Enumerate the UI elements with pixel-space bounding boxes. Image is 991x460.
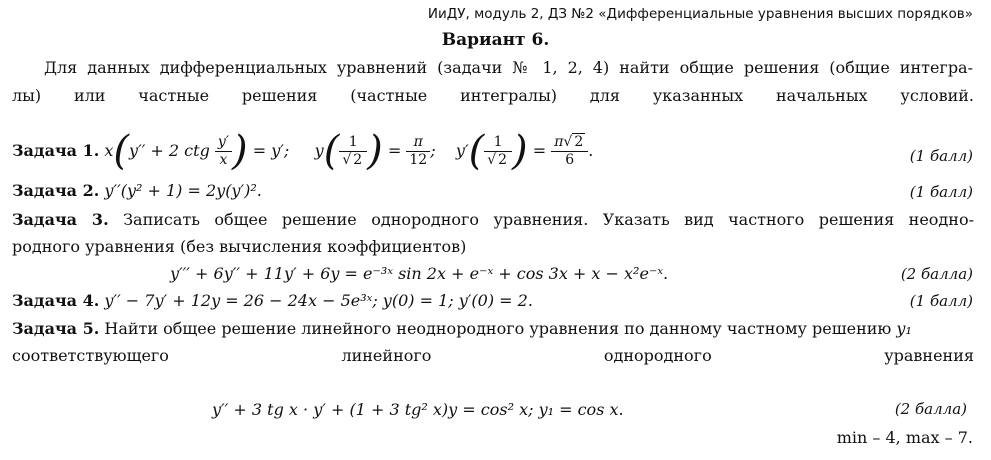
task-5-label: Задача 5. [12,319,100,338]
task-3-equation: y′′′ + 6y′′ + 11y′ + 6y = e⁻³ˣ sin 2x + e⁻ˣ + cos 3x + x − x²e⁻ˣ. [170,264,669,283]
task-3-line-1 [12,210,974,229]
task-4-points: (1 балл) [909,292,973,310]
task-5-equation: y′′ + 3 tg x · y′ + (1 + 3 tg² x)y = cos² x; y₁ = cos x. [212,400,624,419]
variant-title: Вариант 6. [441,30,550,50]
task-5-word: однородного [603,346,712,365]
task-1 [12,128,594,174]
task-2-equation: y′′(y² + 1) = 2y(y′)². [104,181,262,200]
task-3-points: (2 балла) [900,265,973,283]
task-5-line-2 [12,346,974,365]
task-3-text-1: Записать общее решение однородного уравнения. Указать вид частного решения неодно- [123,210,974,229]
task-4-label: Задача 4. [12,291,100,310]
task-5-line-1 [12,319,974,338]
task-1-equation: x(y′′ + 2 ctg $\frac{y'}{x}$ ) = y′; y( $\frac{1}{√ 2}$ ) = $\frac{\pi}{12}$ ; y′( $\frac{1}{√ 2}$ ) = $\frac{\pi√ 2}{6}$ . [104,128,594,174]
task-1-label: Задача 1. [12,141,100,160]
intro-line-1: Для данных дифференциальных уравнений (задачи № 1, 2, 4) найти общие решения (общие интегра- [44,58,973,77]
task-2-label: Задача 2. [12,181,100,200]
task-5-word: линейного [341,346,432,365]
task-1-points: (1 балл) [909,147,973,165]
document-header: ИиДУ, модуль 2, ДЗ №2 «Дифференциальные уравнения высших порядков» [427,6,973,22]
task-5-word: соответствующего [12,346,169,365]
task-2-points: (1 балл) [909,183,973,201]
score-range: min – 4, max – 7. [836,428,973,447]
task-5-word: уравнения [884,346,974,365]
task-3-text-2: родного уравнения (без вычисления коэффициентов) [12,237,467,256]
task-5-text-1: Найти общее решение линейного неоднородного уравнения по данному частному решению [104,319,892,338]
task-2 [12,181,262,200]
task-5-y1: y₁ [896,319,912,338]
intro-line-2: лы) или частные решения (частные интегралы) для указанных начальных условий. [12,86,974,105]
task-3-label: Задача 3. [12,210,109,229]
task-4-equation: y′′ − 7y′ + 12y = 26 − 24x − 5e³ˣ; y(0) = 1; y′(0) = 2. [104,291,533,310]
task-4 [12,291,533,310]
task-5-points: (2 балла) [894,400,967,418]
